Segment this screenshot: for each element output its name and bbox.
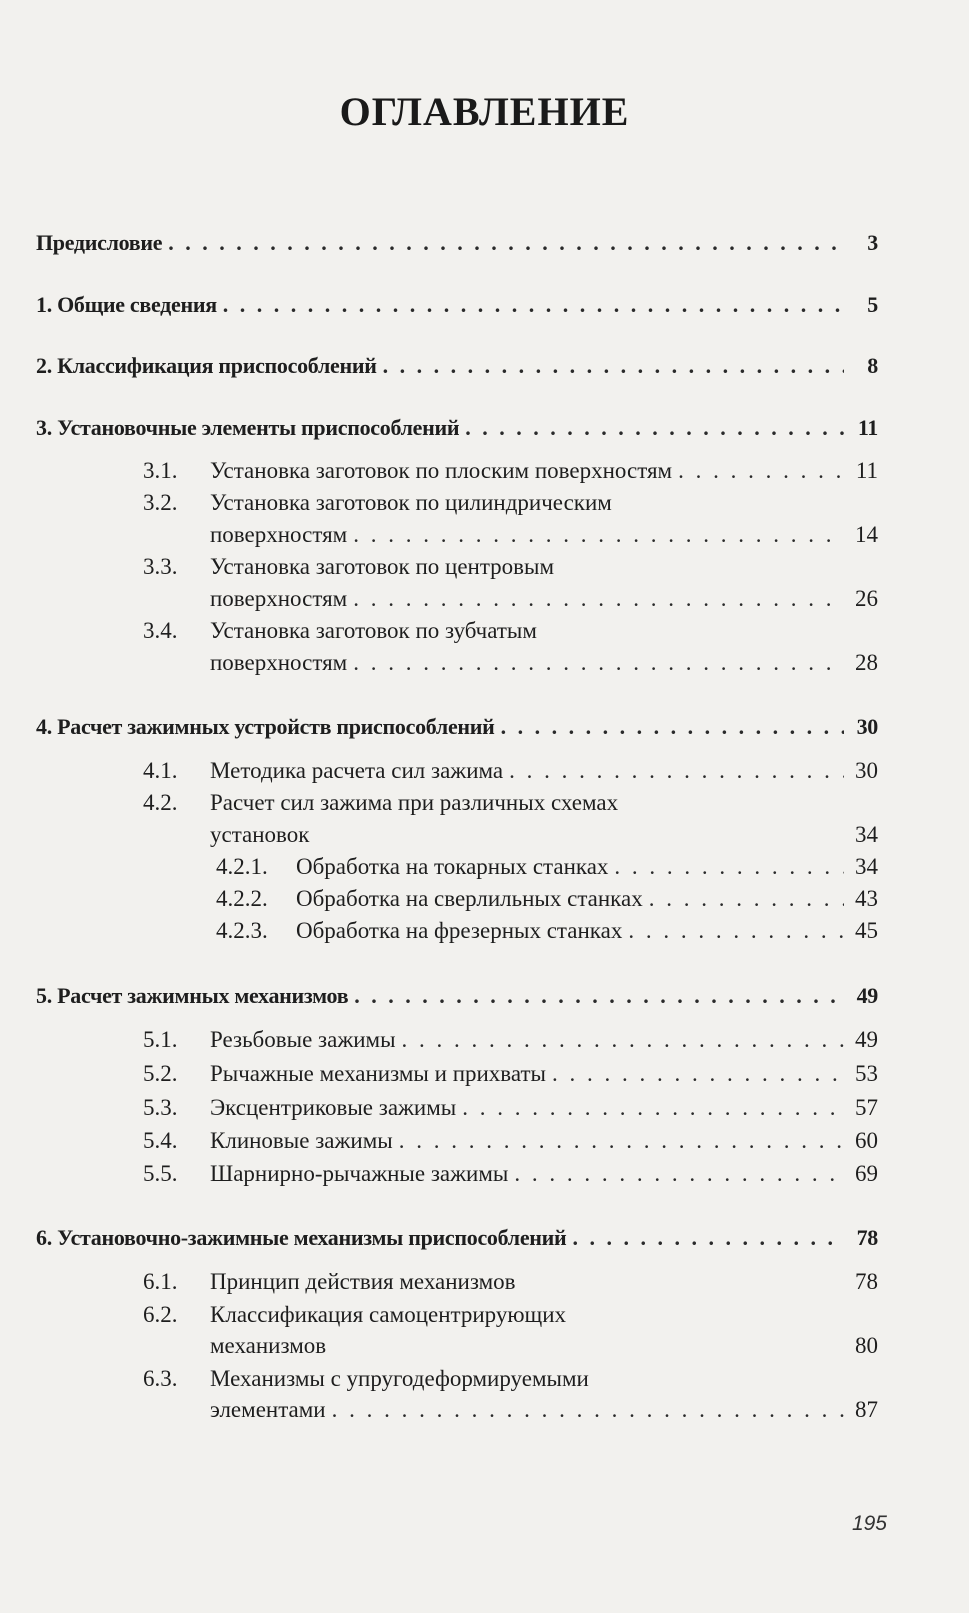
toc-entry-number: 3.3. [143,554,178,579]
toc-entry-label: Классификация самоцентрирующих [210,1302,567,1327]
toc-page-number: 49 [856,983,878,1008]
toc-entry-continuation: установок [210,822,310,847]
toc-entry-number: 5.4. [143,1128,178,1153]
toc-entry-4-1[interactable] [143,758,878,784]
toc-page-number: 14 [855,522,878,547]
toc-entry-section-2[interactable] [36,353,878,379]
toc-entry-label: Механизмы с упругодеформируемыми [210,1366,589,1391]
toc-entry-5-1[interactable] [143,1027,878,1053]
toc-entry-label: 5. Расчет зажимных механизмов [36,983,349,1008]
toc-entry-section-1[interactable] [36,292,878,318]
leader-dots [223,292,844,318]
toc-entry-number: 5.2. [143,1061,178,1086]
toc-page-number: 28 [855,650,878,675]
toc-entry-label: Эксцентриковые зажимы [210,1095,457,1120]
toc-page-number: 87 [855,1397,878,1422]
leader-dots [501,714,844,740]
toc-page-number: 53 [855,1061,878,1086]
toc-entry-label: Обработка на фрезерных станках [296,918,623,943]
toc-entry-3-3-first-line[interactable] [143,554,554,580]
toc-entry-label: 2. Классификация приспособлений [36,353,377,378]
toc-page-number: 43 [855,886,878,911]
toc-entry-number: 6.2. [143,1302,178,1327]
toc-entry-label: Установка заготовок по цилиндрическим [210,490,612,515]
toc-entry-4-2-1[interactable] [216,854,878,880]
toc-entry-3-3[interactable] [210,586,878,612]
leader-dots [332,1397,844,1423]
toc-page-number: 45 [855,918,878,943]
leader-dots [678,458,844,484]
toc-entry-label: Установка заготовок по плоским поверхностям [210,458,673,483]
toc-entry-label: Обработка на токарных станках [296,854,609,879]
leader-dots [572,1225,844,1251]
toc-entry-number: 6.3. [143,1366,178,1391]
leader-dots [168,230,844,256]
leader-dots [383,353,844,379]
toc-entry-label: 6. Установочно-зажимные механизмы приспособлений [36,1225,567,1250]
toc-entry-3-4-first-line[interactable] [143,618,537,644]
toc-entry-label: Шарнирно-рычажные зажимы [210,1161,509,1186]
toc-entry-continuation: поверхностям [210,650,348,675]
leader-dots [614,854,844,880]
leader-dots [552,1061,844,1087]
toc-entry-label: 4. Расчет зажимных устройств приспособлений [36,714,495,739]
toc-entry-continuation: механизмов [210,1333,327,1358]
toc-entry-number: 5.3. [143,1095,178,1120]
toc-entry-5-5[interactable] [143,1161,878,1187]
toc-page-number: 5 [867,292,878,317]
toc-entry-4-2-first-line[interactable] [143,790,618,816]
toc-entry-6-2[interactable] [210,1333,878,1359]
toc-page-number: 78 [856,1225,878,1250]
leader-dots [628,918,844,944]
leader-dots [649,886,844,912]
leader-dots [462,1095,844,1121]
toc-entry-label: Расчет сил зажима при различных схемах [210,790,619,815]
leader-dots [509,758,844,784]
toc-page-number: 34 [855,854,878,879]
toc-page-number: 49 [855,1027,878,1052]
toc-entry-preface[interactable] [36,230,878,256]
toc-entry-number: 6.1. [143,1269,178,1294]
toc-entry-continuation: поверхностям [210,586,348,611]
toc-entry-label: Установка заготовок по центровым [210,554,555,579]
toc-entry-label: Принцип действия механизмов [210,1269,516,1294]
toc-page-number: 57 [855,1095,878,1120]
toc-page-number: 34 [855,822,878,847]
toc-entry-4-2[interactable] [210,822,878,848]
toc-entry-6-3[interactable] [210,1397,878,1423]
toc-entry-number: 3.1. [143,458,178,483]
toc-page-number: 30 [855,758,878,783]
toc-entry-continuation: поверхностям [210,522,348,547]
toc-entry-number: 3.2. [143,490,178,515]
toc-entry-6-1[interactable] [143,1269,878,1295]
toc-entry-section-3[interactable] [36,415,878,441]
toc-entry-section-4[interactable] [36,714,878,740]
toc-entry-6-3-first-line[interactable] [143,1366,589,1392]
toc-entry-label: 1. Общие сведения [36,292,217,317]
toc-entry-label: Установка заготовок по зубчатым [210,618,537,643]
toc-page-number: 3 [867,230,878,255]
page-title: ОГЛАВЛЕНИЕ [339,89,630,134]
toc-entry-number: 4.2.3. [216,918,268,943]
toc-entry-label: Рычажные механизмы и прихваты [210,1061,546,1086]
toc-entry-label: Методика расчета сил зажима [210,758,504,783]
toc-entry-continuation: элементами [210,1397,326,1422]
toc-entry-number: 4.2.2. [216,886,268,911]
toc-entry-label: Обработка на сверлильных станках [296,886,643,911]
toc-page-number: 60 [855,1128,878,1153]
leader-dots [354,983,844,1009]
toc-entry-4-2-2[interactable] [216,886,878,912]
toc-entry-number: 5.1. [143,1027,178,1052]
toc-entry-label: 3. Установочные элементы приспособлений [36,415,460,440]
toc-page-number: 26 [855,586,878,611]
toc-page-number: 11 [855,458,878,483]
toc-page-number: 78 [855,1269,878,1294]
toc-entry-3-2-first-line[interactable] [143,490,612,516]
toc-entry-5-4[interactable] [143,1128,878,1154]
toc-entry-number: 4.1. [143,758,178,783]
toc-page-number: 8 [867,353,878,378]
toc-entry-3-1[interactable] [143,458,878,484]
toc-page-number: 30 [856,714,878,739]
toc-entry-label: Предисловие [36,230,163,255]
toc-entry-label: Клиновые зажимы [210,1128,393,1153]
leader-dots [402,1027,844,1053]
leader-dots [353,586,844,612]
toc-entry-label: Резьбовые зажимы [210,1027,396,1052]
toc-page-number: 80 [855,1333,878,1358]
toc-entry-4-2-3[interactable] [216,918,878,944]
toc-entry-number: 4.2.1. [216,854,268,879]
leader-dots [514,1161,844,1187]
toc-entry-3-2[interactable] [210,522,878,548]
leader-dots [353,522,844,548]
leader-dots [399,1128,844,1154]
toc-entry-5-2[interactable] [143,1061,878,1087]
leader-dots [465,415,844,441]
toc-page-number: 11 [857,415,878,440]
toc-entry-section-6[interactable] [36,1225,878,1251]
toc-entry-5-3[interactable] [143,1095,878,1121]
toc-page-number: 69 [855,1161,878,1186]
toc-entry-3-4[interactable] [210,650,878,676]
toc-entry-number: 5.5. [143,1161,178,1186]
toc-entry-number: 4.2. [143,790,178,815]
page-number: 195 [851,1512,887,1535]
toc-entry-section-5[interactable] [36,983,878,1009]
leader-dots [353,650,844,676]
toc-entry-6-2-first-line[interactable] [143,1302,566,1328]
toc-entry-number: 3.4. [143,618,178,643]
